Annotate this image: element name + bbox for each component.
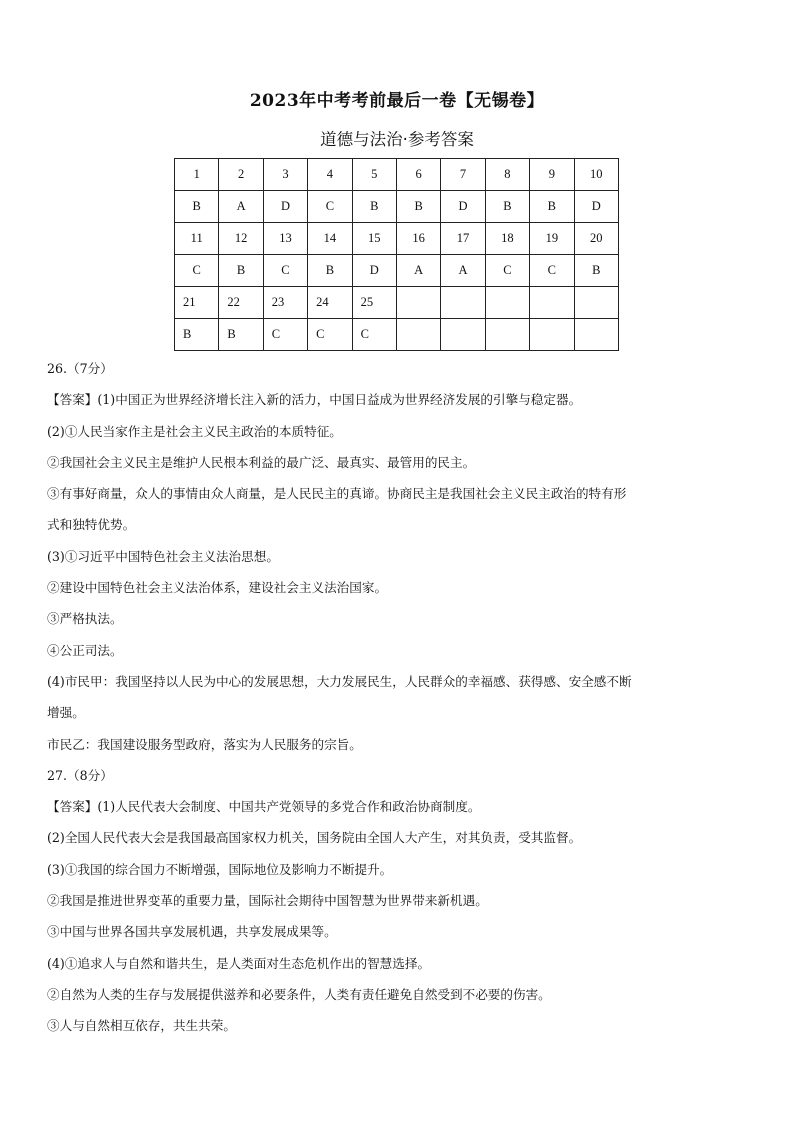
table-cell <box>485 319 529 351</box>
table-cell <box>485 287 529 319</box>
table-cell <box>574 287 618 319</box>
answer-line: 式和独特优势。 <box>47 517 136 533</box>
table-row <box>175 255 619 287</box>
table-cell <box>396 319 440 351</box>
answer-explanations <box>47 353 747 1042</box>
table-cell: C <box>485 255 529 287</box>
table-cell: 12 <box>219 223 263 255</box>
table-cell: B <box>396 191 440 223</box>
table-cell: 14 <box>308 223 352 255</box>
answer-line: ③中国与世界各国共享发展机遇，共享发展成果等。 <box>47 924 337 940</box>
table-row <box>175 287 619 319</box>
table-cell: C <box>530 255 574 287</box>
table-cell: 20 <box>574 223 618 255</box>
answer-line: ③人与自然相互依存，共生共荣。 <box>47 1018 236 1034</box>
table-cell <box>396 287 440 319</box>
document-subtitle: 道德与法治·参考答案 <box>320 130 474 149</box>
answer-line: 【答案】(1)中国正为世界经济增长注入新的活力，中国日益成为世界经济发展的引擎与稳定器。 <box>47 392 582 408</box>
answer-line: ②我国社会主义民主是维护人民根本利益的最广泛、最真实、最管用的民主。 <box>47 454 476 470</box>
table-cell <box>441 287 485 319</box>
answer-line: 市民乙：我国建设服务型政府，落实为人民服务的宗旨。 <box>47 736 362 752</box>
table-cell: 3 <box>263 159 307 191</box>
table-cell: 6 <box>396 159 440 191</box>
table-cell: 13 <box>263 223 307 255</box>
table-cell: 19 <box>530 223 574 255</box>
table-cell: 4 <box>308 159 352 191</box>
table-cell: C <box>263 255 307 287</box>
table-cell: B <box>308 255 352 287</box>
table-cell <box>574 319 618 351</box>
table-cell: B <box>175 191 219 223</box>
table-cell: 25 <box>352 287 396 319</box>
table-cell: 2 <box>219 159 263 191</box>
answer-line: ③严格执法。 <box>47 611 123 627</box>
answer-line: ②自然为人类的生存与发展提供滋养和必要条件，人类有责任避免自然受到不必要的伤害。 <box>47 986 551 1002</box>
answer-line: (2)①人民当家作主是社会主义民主政治的本质特征。 <box>47 423 342 439</box>
table-cell: 17 <box>441 223 485 255</box>
answer-line: (4)①追求人与自然和谐共生，是人类面对生态危机作出的智慧选择。 <box>47 955 431 971</box>
answer-line: 【答案】(1)人民代表大会制度、中国共产党领导的多党合作和政治协商制度。 <box>47 799 481 815</box>
table-cell: C <box>308 191 352 223</box>
answer-table <box>174 158 619 351</box>
table-cell: 11 <box>175 223 219 255</box>
answer-line: ④公正司法。 <box>47 642 123 658</box>
table-cell: 16 <box>396 223 440 255</box>
table-row <box>175 223 619 255</box>
answer-line: 27.（8分） <box>47 767 113 783</box>
table-cell: D <box>574 191 618 223</box>
answer-line: 增强。 <box>47 705 85 721</box>
table-cell: B <box>352 191 396 223</box>
table-cell: 22 <box>219 287 263 319</box>
table-cell: C <box>308 319 352 351</box>
table-cell: 8 <box>485 159 529 191</box>
table-cell: D <box>352 255 396 287</box>
table-cell: D <box>441 191 485 223</box>
answer-line: (4)市民甲：我国坚持以人民为中心的发展思想，大力发展民生，人民群众的幸福感、获得感、安全感不断 <box>47 673 632 689</box>
table-cell: 7 <box>441 159 485 191</box>
table-cell <box>530 319 574 351</box>
document-title: 2023年中考考前最后一卷【无锡卷】 <box>249 91 545 111</box>
table-cell: B <box>530 191 574 223</box>
table-cell: B <box>574 255 618 287</box>
table-row <box>175 319 619 351</box>
table-cell <box>441 319 485 351</box>
table-cell: 24 <box>308 287 352 319</box>
table-cell: C <box>263 319 307 351</box>
table-cell: 1 <box>175 159 219 191</box>
table-row <box>175 159 619 191</box>
table-cell: B <box>175 319 219 351</box>
answer-line: ②建设中国特色社会主义法治体系，建设社会主义法治国家。 <box>47 580 388 596</box>
answer-line: (2)全国人民代表大会是我国最高国家权力机关，国务院由全国人大产生，对其负责，受其监督。 <box>47 830 582 846</box>
table-row <box>175 191 619 223</box>
table-cell: 15 <box>352 223 396 255</box>
table-cell: B <box>485 191 529 223</box>
table-cell: C <box>352 319 396 351</box>
answer-line: ③有事好商量，众人的事情由众人商量，是人民民主的真谛。协商民主是我国社会主义民主政治的特有形 <box>47 486 627 502</box>
table-cell: B <box>219 255 263 287</box>
table-cell: 5 <box>352 159 396 191</box>
table-cell: D <box>263 191 307 223</box>
table-cell <box>530 287 574 319</box>
table-cell: 10 <box>574 159 618 191</box>
table-cell: A <box>219 191 263 223</box>
table-cell: A <box>396 255 440 287</box>
table-cell: 9 <box>530 159 574 191</box>
answer-line: (3)①习近平中国特色社会主义法治思想。 <box>47 548 279 564</box>
answer-line: (3)①我国的综合国力不断增强，国际地位及影响力不断提升。 <box>47 861 393 877</box>
table-cell: C <box>175 255 219 287</box>
table-cell: 23 <box>263 287 307 319</box>
table-cell: 21 <box>175 287 219 319</box>
table-cell: 18 <box>485 223 529 255</box>
answer-line: ②我国是推进世界变革的重要力量，国际社会期待中国智慧为世界带来新机遇。 <box>47 893 488 909</box>
table-cell: B <box>219 319 263 351</box>
answer-line: 26.（7分） <box>47 361 113 376</box>
table-cell: A <box>441 255 485 287</box>
